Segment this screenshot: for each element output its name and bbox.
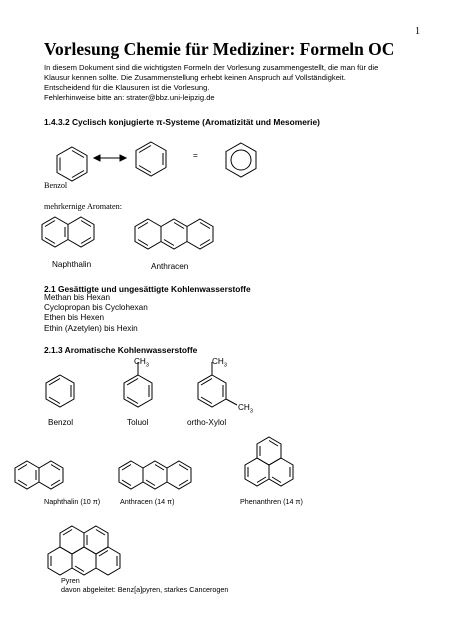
equals-sign: = — [193, 151, 198, 160]
anthracene-structure-2 — [119, 461, 191, 489]
xylene-ch3-label-bottom: $CH_3$ — [238, 403, 253, 415]
anthracen-label: Anthracen — [151, 262, 189, 271]
intro-line: In diesem Dokument sind die wichtigsten Formeln der Vorlesung zusammengestellt, die man für die — [44, 63, 379, 72]
benzol-label-2: Benzol — [48, 418, 74, 427]
benzol-label: Benzol — [44, 181, 68, 190]
page-title: Vorlesung Chemie für Mediziner: Formeln OC — [44, 39, 395, 59]
naphthalin-label: Naphthalin — [52, 260, 92, 269]
benzene-kekule-structure — [57, 147, 87, 181]
section-heading-213: 2.1.3 Aromatische Kohlenwasserstoffe — [44, 345, 198, 355]
mehrkernig-label: mehrkernige Aromaten: — [44, 202, 122, 211]
list-item: Ethen bis Hexen — [44, 313, 105, 323]
mesomerie-arrow — [94, 155, 126, 161]
phenanthren-pi-label: Phenanthren (14 π) — [240, 497, 303, 506]
toluene-structure — [124, 362, 152, 407]
naphthalin-pi-label: Naphthalin (10 π) — [44, 497, 101, 506]
list-item: Cyclopropan bis Cyclohexan — [44, 303, 148, 313]
section-heading-21: 2.1 Gesättigte und ungesättigte Kohlenwasserstoffe — [44, 284, 251, 294]
phenanthrene-structure — [245, 437, 293, 486]
intro-line: Fehlerhinweise bitte an: strater@bbz.uni-leipzig.de — [44, 93, 215, 102]
list-item: Methan bis Hexan — [44, 293, 110, 302]
naphthalene-structure-2 — [15, 461, 63, 489]
toluol-label: Toluol — [127, 418, 149, 427]
xylene-structure — [198, 362, 237, 407]
intro-line: Klausur kennen sollte. Die Zusammenstellung erhebt keinen Anspruch auf Vollständigkeit. — [44, 73, 346, 82]
benzene-circle-structure — [226, 143, 256, 177]
benzene-kekule-structure-2 — [136, 142, 166, 176]
derived-compounds-label: davon abgeleitet: Benz[a]pyren, starkes Cancerogen — [61, 585, 229, 594]
anthracen-pi-label: Anthracen (14 π) — [120, 497, 175, 506]
pyrene-structure — [48, 526, 120, 575]
list-item: Ethin (Azetylen) bis Hexin — [44, 323, 138, 333]
page-number: 1 — [415, 26, 420, 37]
benzene-structure-213 — [46, 375, 74, 407]
naphthalene-structure — [42, 217, 94, 247]
section-heading-1432: 1.4.3.2 Cyclisch konjugierte π-Systeme (Aromatizität und Mesomerie) — [44, 117, 320, 127]
xylene-ch3-label-top: $CH_3$ — [212, 357, 227, 369]
intro-line: Entscheidend für die Klausuren ist die Vorlesung. — [44, 83, 210, 92]
xylol-label: ortho-Xylol — [187, 418, 227, 427]
toluene-ch3-label: $CH_3$ — [134, 357, 149, 369]
pyren-label: Pyren — [61, 576, 80, 585]
anthracene-structure — [135, 219, 213, 249]
